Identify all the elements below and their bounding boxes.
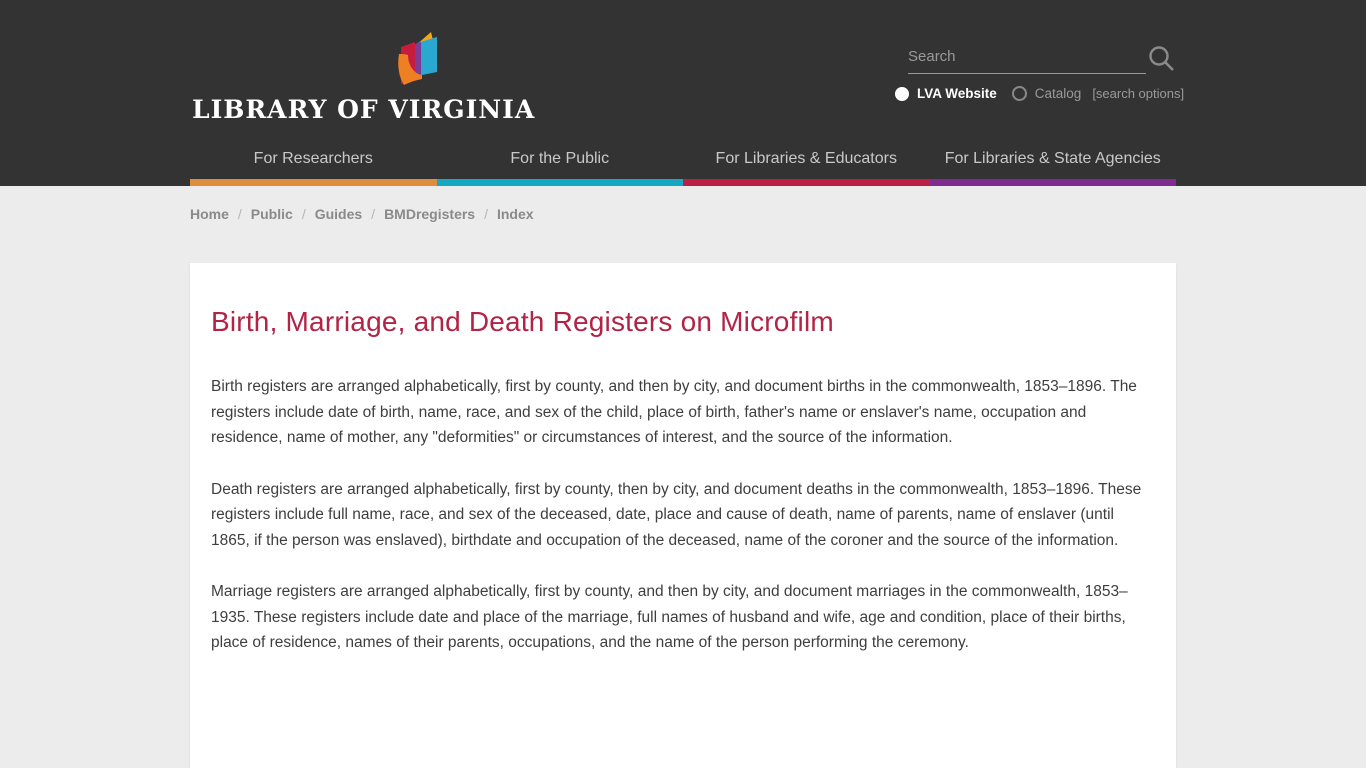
content-card bbox=[190, 263, 1176, 768]
nav-item-for-researchers[interactable]: For Researchers bbox=[253, 150, 373, 167]
nav-bar-libraries-educators bbox=[683, 179, 930, 186]
breadcrumb-home[interactable]: Home bbox=[190, 206, 229, 222]
search-row bbox=[908, 44, 1177, 74]
breadcrumb-separator: / bbox=[301, 206, 306, 222]
paragraph-death-registers: Death registers are arranged alphabetically, first by county, then by city, and document deaths in the commonwealth, 1853–1896. These registers include full name, race, and sex of the deceased, date, place and cause of death, name of parents, name of enslaver (until 1865, if the person was enslaved), birthdate and occupation of the deceased, name of the coroner and the source of the information. bbox=[211, 480, 1142, 549]
radio-catalog[interactable] bbox=[1012, 86, 1027, 101]
nav-item-for-the-public[interactable]: For the Public bbox=[510, 150, 610, 167]
library-of-virginia-book-icon bbox=[396, 30, 456, 92]
nav-item-for-libraries-educators[interactable]: For Libraries & Educators bbox=[715, 150, 897, 167]
site-logo[interactable] bbox=[192, 28, 536, 124]
breadcrumb bbox=[190, 206, 534, 222]
breadcrumb-separator: / bbox=[484, 206, 488, 222]
search-area bbox=[895, 44, 1185, 101]
search-button[interactable] bbox=[1146, 44, 1176, 74]
radio-catalog-label[interactable]: Catalog bbox=[1034, 86, 1082, 101]
search-input[interactable] bbox=[908, 46, 1146, 74]
paragraph-marriage-registers: Marriage registers are arranged alphabetically, first by county, and then by city, and document marriages in the commonwealth, 1853–1935. These registers include date and place of the marriage, full names of husband and wife, age and condition, place of their births, place of residence, names of their parents, occupations, and the name of the person performing the ceremony. bbox=[211, 583, 1128, 651]
search-options-link[interactable]: [search options] bbox=[1092, 86, 1185, 101]
primary-nav bbox=[190, 150, 1176, 168]
nav-bar-public bbox=[437, 179, 684, 186]
breadcrumb-guides[interactable]: Guides bbox=[314, 206, 363, 222]
breadcrumb-separator: / bbox=[237, 206, 242, 222]
radio-lva-website[interactable] bbox=[895, 87, 909, 101]
nav-bar-researchers bbox=[190, 179, 437, 186]
breadcrumb-bmdregisters[interactable]: BMDregisters bbox=[384, 206, 476, 222]
search-scope-row bbox=[895, 86, 1185, 101]
nav-item-for-libraries-state-agencies[interactable]: For Libraries & State Agencies bbox=[944, 150, 1161, 167]
breadcrumb-index[interactable]: Index bbox=[496, 206, 534, 222]
breadcrumb-separator: / bbox=[371, 206, 376, 222]
nav-color-bars bbox=[190, 179, 1176, 186]
radio-lva-website-label[interactable]: LVA Website bbox=[917, 86, 997, 101]
site-header bbox=[0, 0, 1366, 186]
page-title: Birth, Marriage, and Death Registers on Microfilm bbox=[211, 306, 834, 337]
paragraph-birth-registers: Birth registers are arranged alphabetically, first by county, and then by city, and document births in the commonwealth, 1853–1896. The registers include date of birth, name, race, and sex of the child, place of birth, father's name or enslaver's name, occupation and residence, name of mother, any "deformities" or circumstances of interest, and the source of the information. bbox=[211, 378, 1137, 446]
search-icon bbox=[1146, 44, 1176, 74]
site-logo-text: LIBRARY OF VIRGINIA bbox=[192, 95, 536, 124]
breadcrumb-public[interactable]: Public bbox=[250, 206, 293, 222]
nav-bar-libraries-state-agencies bbox=[930, 179, 1177, 186]
